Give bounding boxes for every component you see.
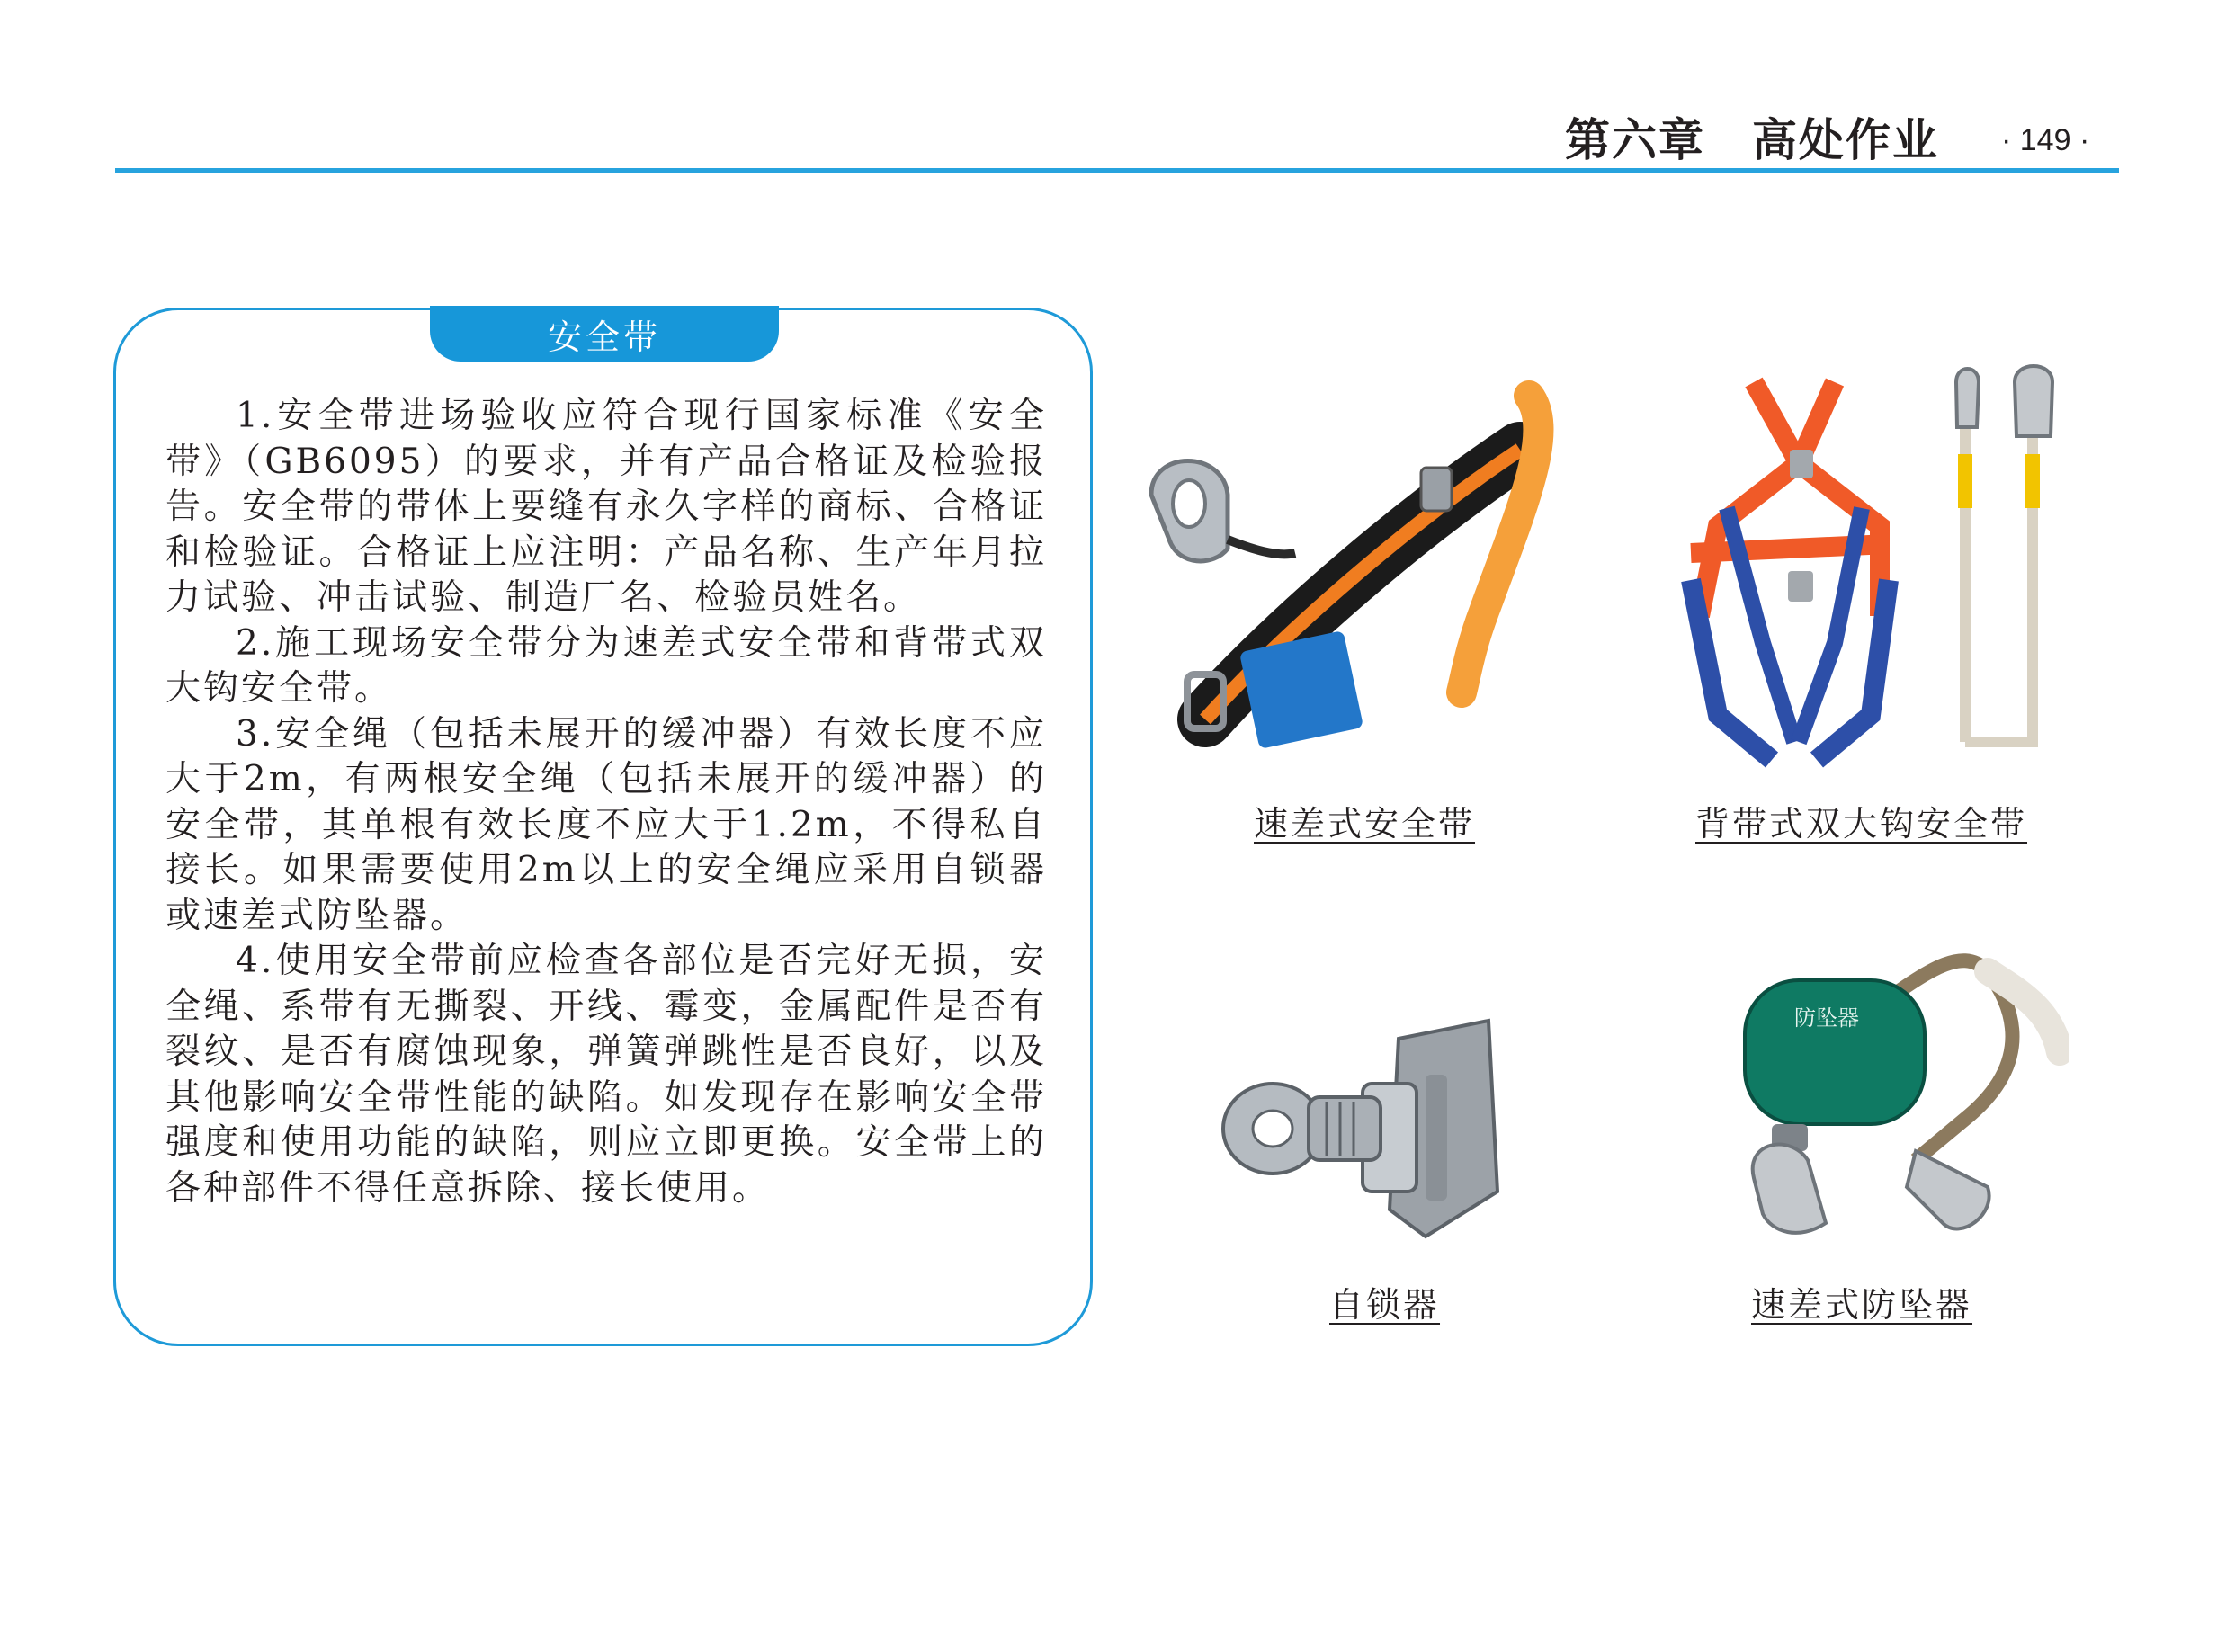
paragraph-3: 3.安全绳（包括未展开的缓冲器）有效长度不应大于2m，有两根安全绳（包括未展开的缓冲器）的安全带，其单根有效长度不应大于1.2m，不得私自接长。如果需要使用2m以上的安全绳应采用自锁器或速差式防坠器。 xyxy=(165,713,1047,936)
full-harness-double-hook-photo xyxy=(1664,364,2060,778)
caption-harness: 背带式双大钩安全带 xyxy=(1695,804,2028,844)
paragraph-2: 2.施工现场安全带分为速差式安全带和背带式双大钩安全带。 xyxy=(165,622,1047,709)
panel-tab-title: 安全带 xyxy=(430,306,779,362)
self-locking-device-photo xyxy=(1219,1012,1533,1246)
paragraph-1: 1.安全带进场验收应符合现行国家标准《安全带》（GB6095）的要求，并有产品合格证及检验报告。安全带的带体上要缝有永久字样的商标、合格证和检验证。合格证上应注明：产品名称、生产年月拉力试验、冲击试验、制造厂名、检验员姓名。 xyxy=(165,396,1047,618)
page-number: · 149 · xyxy=(2001,122,2090,157)
caption-self-lock: 自锁器 xyxy=(1329,1285,1441,1325)
caption-fall-arrester: 速差式防坠器 xyxy=(1751,1285,1973,1325)
paragraph-4: 4.使用安全带前应检查各部位是否完好无损，安全绳、系带有无撕裂、开线、霉变，金属配件是否有裂纹、是否有腐蚀现象，弹簧弹跳性是否良好，以及其他影响安全带性能的缺陷。如发现存在影响安全带强度和使用功能的缺陷，则应立即更换。安全带上的各种部件不得任意拆除、接长使用。 xyxy=(165,941,1047,1209)
waist-safety-belt-photo xyxy=(1142,378,1565,764)
fall-arrester-photo xyxy=(1691,953,2069,1241)
header-divider xyxy=(115,168,2119,173)
fall-arrester-label: 防坠器 xyxy=(1794,1005,1859,1031)
caption-waist-belt: 速差式安全带 xyxy=(1254,804,1476,844)
panel-body xyxy=(165,394,1047,1211)
chapter-title: 第六章 高处作业 xyxy=(1565,114,1939,166)
